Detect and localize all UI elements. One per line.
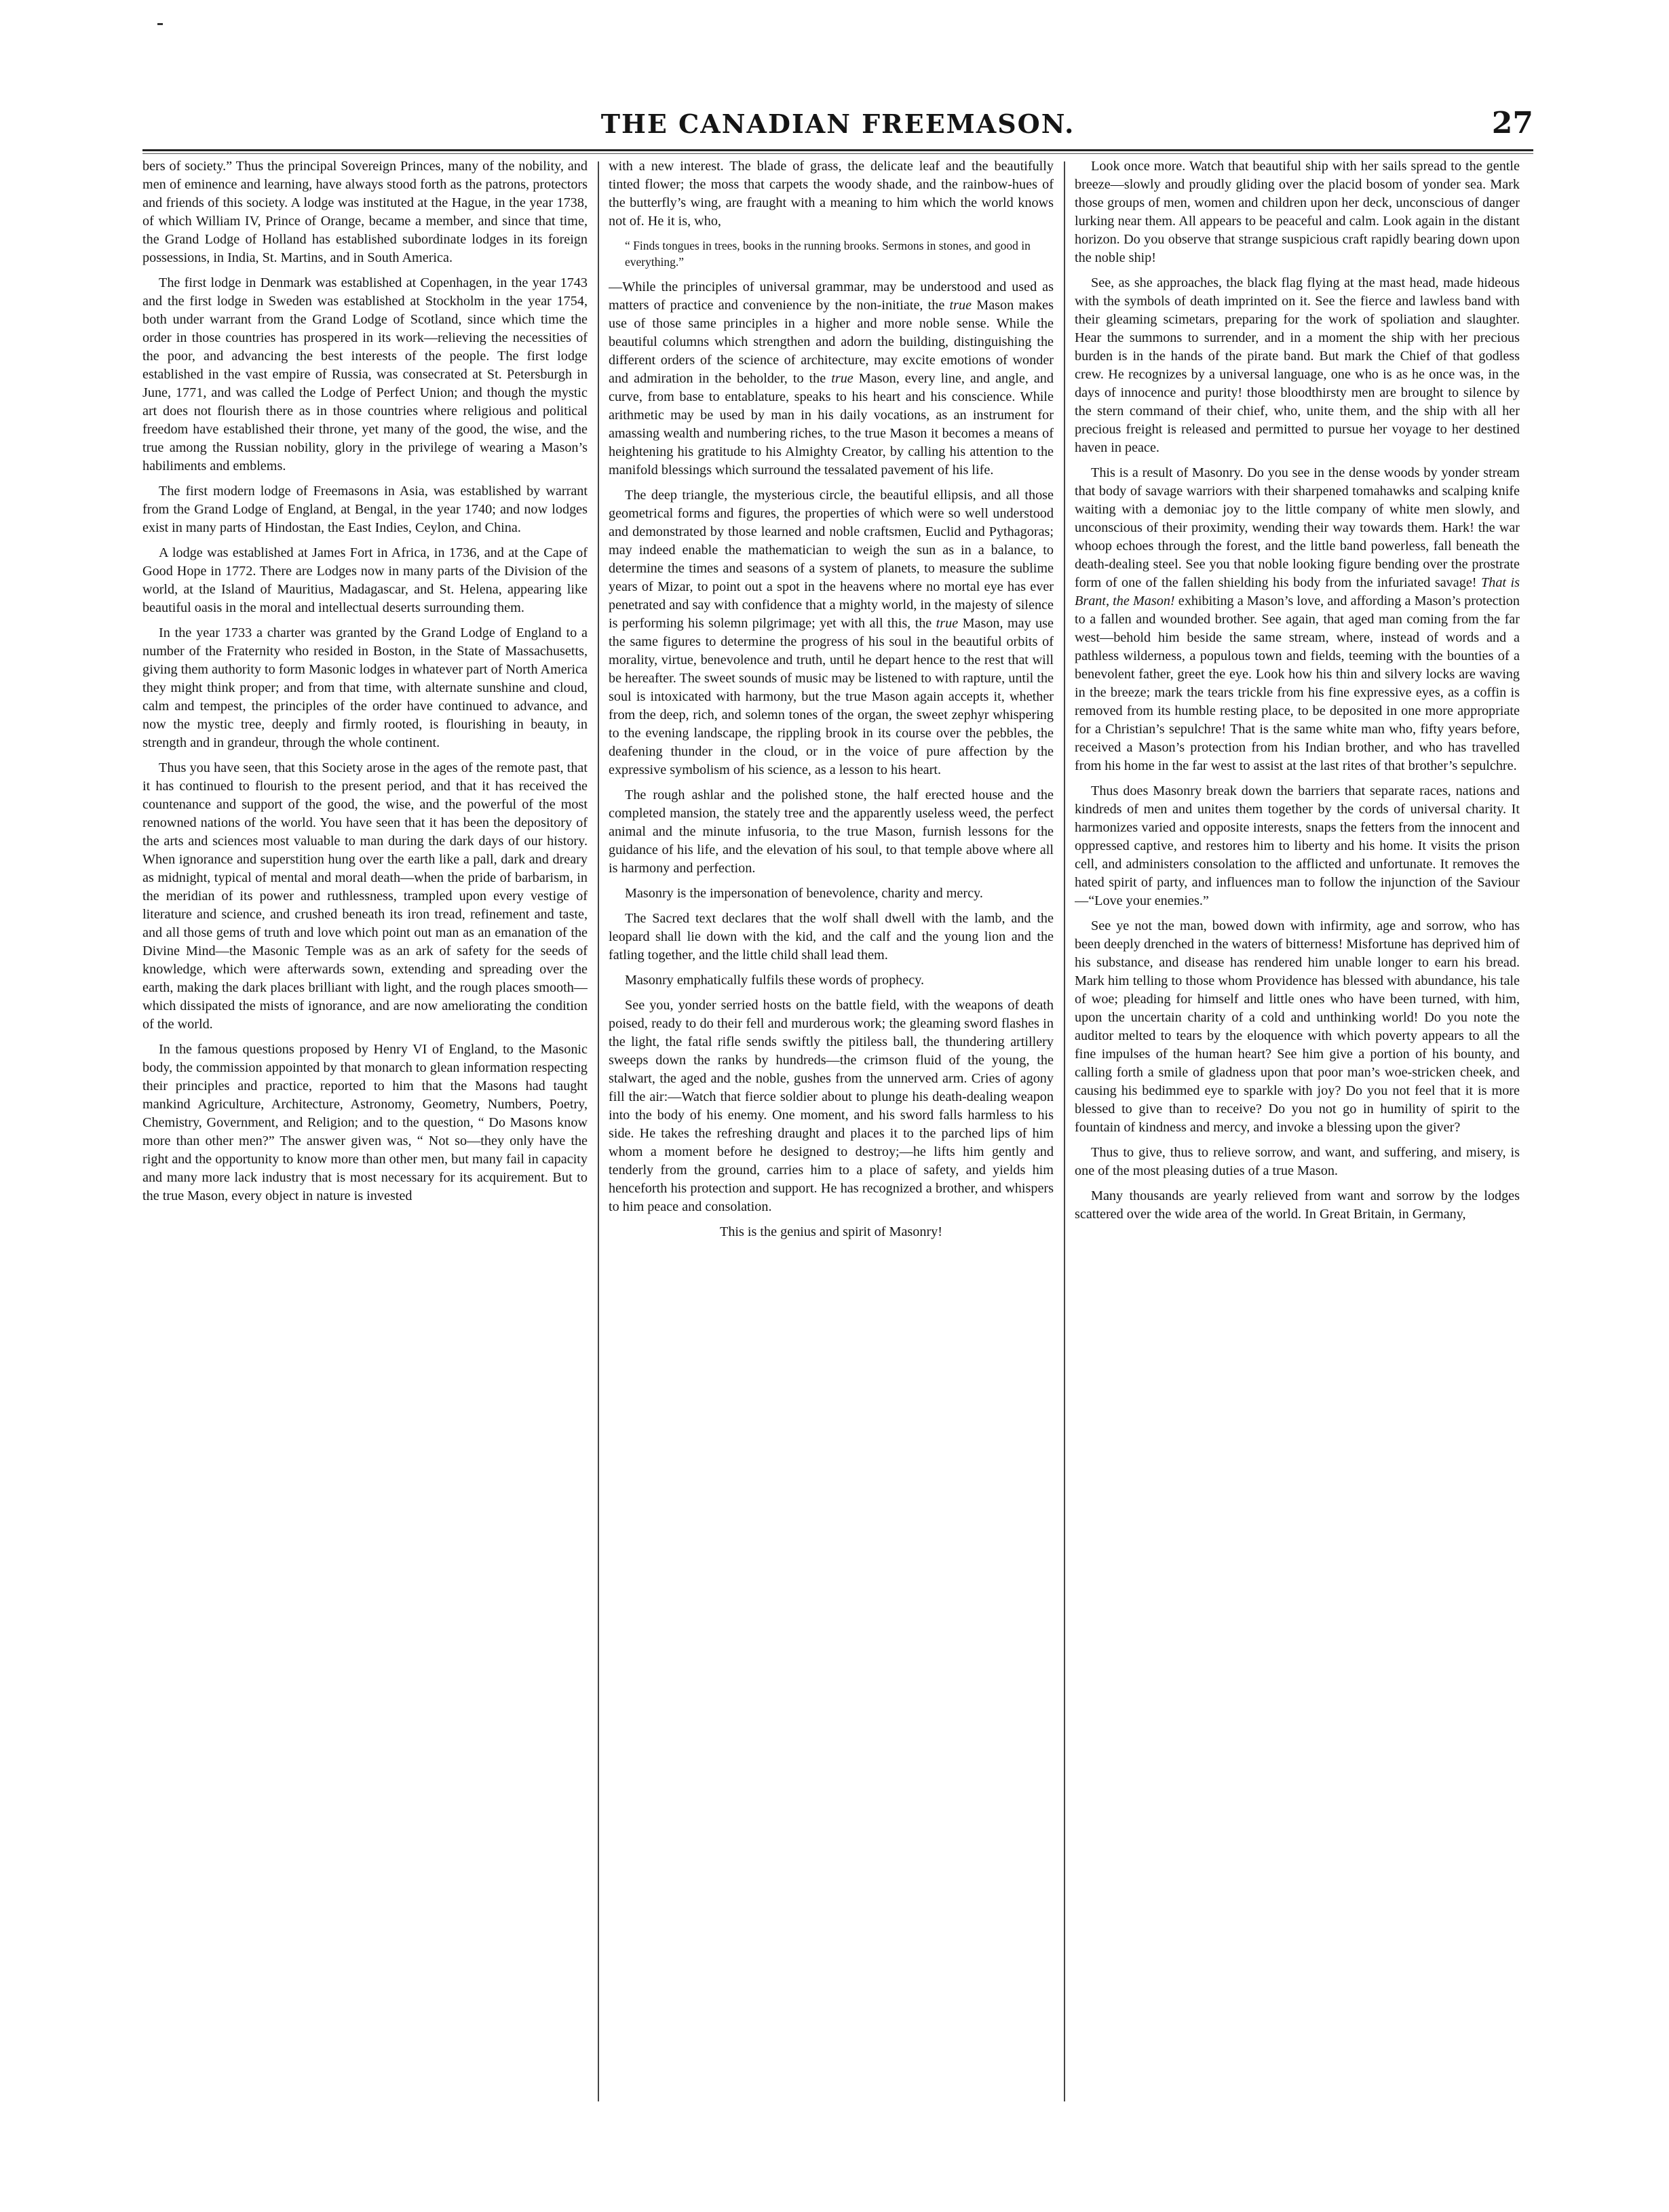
header-rule	[142, 149, 1533, 151]
paragraph: Thus you have seen, that this Society arose in the ages of the remote past, that it has continued to flourish to the present period, and that it has received the countenance and support of the good, the wise, and the powerful of the most renowned nations of the world. You have seen that it has been the depository of the arts and sciences most valuable to man during the dark days of our history. When ignorance and superstition hung over the earth like a pall, dark and dreary as midnight, typical of mental and moral death—when the pride of barbarism, in the meridian of its power and ruthlessness, trampled upon every vestige of literature and science, and crushed beneath its iron tread, refinement and taste, and all those gems of truth and love which point out man as an emanation of the Divine Mind—the Masonic Temple was as an ark of safety for the seeds of knowledge, which were afterwards sown, extending and spreading over the earth, making the dark places brilliant with light, and the rough places smooth—which dissipated the mists of ignorance, and are now ameliorating the condition of the world.	[142, 760, 588, 1032]
paragraph: A lodge was established at James Fort in Africa, in 1736, and at the Cape of Good Hope in 1772. There are Lodges now in many parts of the Division of the world, at the Island of Mauritius, Madagascar, and St. Helena, appearing like beautiful oasis in the moral and intellectual deserts surrounding them.	[142, 545, 588, 615]
column-divider	[1064, 161, 1065, 2101]
paragraph: In the year 1733 a charter was granted by the Grand Lodge of England to a number of the Fraternity who resided in Boston, in the State of Massachusetts, giving them authority to form Masonic lodges in whatever part of North America they might think proper; and from that time, with alternate sunshine and cloud, calm and tempest, the principles of the order have continued to advance, and now the mystic tree, deeply and firmly rooted, is flourishing in beauty, in strength and in grandeur, through the whole continent.	[142, 625, 588, 750]
paragraph: Masonry emphatically fulfils these words of prophecy.	[625, 973, 925, 988]
column-1	[142, 157, 588, 2111]
text-columns	[142, 157, 1533, 2111]
paragraph: See, as she approaches, the black flag flying at the mast head, made hideous with the symbols of death imprinted on it. See the fierce and lawless band with their gleaming scimetars, preparing for the work of spoliation and slaughter. Hear the summons to surrender, and in a moment the ship with her precious burden is in the hands of the pirate band. But mark the Chief of that godless crew. He recognizes by a universal language, one who is as he once was, in the days of innocence and purity! those bloodthirsty men are brought to silence by the stern command of their chief, who, unite them, and the ship with all her precious freight is released and permitted to pursue her voyage to her destined haven in peace.	[1075, 275, 1520, 455]
corner-mark	[157, 23, 163, 25]
text-run: The deep triangle, the mysterious circle, the beautiful ellipsis, and all those geometrical forms and figures, the properties of which were so well understood and demonstrated by those learned and noble craftsmen, Euclid and Pythagoras; may indeed enable the mathematician to weigh the sun as in a balance, to determine the times and seasons of a system of planets, to measure the sublime years of Mizar, to point out a spot in the heavens where no mortal eye has ever penetrated and say with confidence that a mighty world, in the majesty of silence is performing his solemn pilgrimage; yet with all this, the	[609, 488, 1054, 631]
emphasis: true	[936, 616, 959, 631]
text-run: Mason makes use of those same principles in a higher and more noble sense. While the beautiful columns which strengthen and adorn the building, distinguishing the different orders of the science of architecture, may excite emotions of wonder and admiration in the beholder, to the	[609, 298, 1054, 386]
paragraph: Many thousands are yearly relieved from want and sorrow by the lodges scattered over the wide area of the world. In Great Britain, in Germany,	[1075, 1188, 1520, 1222]
paragraph: The first modern lodge of Freemasons in Asia, was established by warrant from the Grand Lodge of England, at Bengal, in the year 1740; and now lodges exist in many parts of Hindostan, the East Indies, Ceylon, and China.	[142, 484, 588, 535]
paragraph: Thus to give, thus to relieve sorrow, and want, and suffering, and misery, is one of the most pleasing duties of a true Mason.	[1075, 1145, 1520, 1178]
paragraph: The Sacred text declares that the wolf shall dwell with the lamb, and the leopard shall lie down with the kid, and the calf and the young lion and the fatling together, and the little child shall lead them.	[609, 911, 1054, 963]
text-run: This is a result of Masonry. Do you see in the dense woods by yonder stream that body of savage warriors with their sharpened tomahawks and scalping knife waiting with a demoniac joy to the little company of white men slowly, and unconscious of their proximity, wending their way towards them. Hark! the war whoop echoes through the forest, and the little band powerless, fall beneath the death-dealing steel. See you that noble looking figure bending over the prostrate form of one of the fallen shielding his body from the infuriated savage!	[1075, 465, 1520, 590]
text-run: exhibiting a Mason’s love, and affording a Mason’s protection to a fallen and wounded brother. See again, that aged man coming from the far west—behold him beside the same stream, where, instead of words and a pathless wilderness, a populous town and fields, teeming with the bounties of a benevolent father, greet the eye. Look how his thin and silvery locks are waving in the breeze; mark the tears trickle from his fine expressive eyes, as a coffin is removed from its humble resting place, to be deposited in one more appropriate for a Christian’s sepulchre! That is the same white man who, fifty years before, received a Mason’s protection from his Indian brother, and who has travelled from his home in the far west to assist at the last rites of that brother’s sepulchre.	[1075, 594, 1520, 773]
emphasis: true	[831, 371, 853, 386]
paragraph: bers of society.” Thus the principal Sovereign Princes, many of the nobility, and men of eminence and learning, have always stood forth as the patrons, protectors and friends of this society. A lodge was instituted at the Hague, in the year 1738, of which William IV, Prince of Orange, became a member, and since that time, the Grand Lodge of Holland has established subordinate lodges in its foreign possessions, in India, St. Martins, and in South America.	[142, 159, 588, 265]
quotation: “ Finds tongues in trees, books in the running brooks. Sermons in stones, and good in everything.”	[625, 239, 1031, 269]
paragraph: The rough ashlar and the polished stone, the half erected house and the completed mansion, the stately tree and the apparently useless weed, the perfect animal and the minute infusoria, to the true Mason, furnish lessons for the guidance of his life, and the elevation of his soul, to that temple above where all is harmony and perfection.	[609, 788, 1054, 876]
emphasis: true	[949, 298, 972, 313]
page-title: THE CANADIAN FREEMASON.	[600, 109, 1075, 139]
paragraph: Thus does Masonry break down the barriers that separate races, nations and kindreds of men and unites them together by the cords of universal charity. It harmonizes varied and opposite interests, snaps the fetters from the innocent and oppressed captive, and restores him to liberty and his home. It visits the prison cell, and administers consolation to the afflicted and unfortunate. It removes the hated spirit of party, and influences man to follow the injunction of the Saviour—“Love your enemies.”	[1075, 783, 1520, 908]
text-run: Mason, every line, and angle, and curve, from base to entablature, speaks to his heart and his conscience. While arithmetic may be used by man in his daily vocations, as an instrument for amassing wealth and numbering riches, to the true Mason it becomes a means of heightening his gratitude to his Almighty Creator, by calling his attention to the manifold blessings which surround the tessalated pavement of his life.	[609, 371, 1054, 478]
text-run: Mason, may use the same figures to determine the progress of his soul in the beautiful orbits of morality, virtue, benevolence and truth, until he depart hence to the rest that will be hereafter. The sweet sounds of music may be listened to with rapture, until the soul is intoxicated with harmony, but the true Mason again accepts it, whether from the deep, rich, and solemn tones of the organ, the sweet zephyr whispering to the evening landscape, the rippling brook in its course over the pebbles, the deafening thunder in the cloud, or in the voice of pure affection by the expressive symbolism of his science, as a lesson to his heart.	[609, 616, 1054, 777]
paragraph: Look once more. Watch that beautiful ship with her sails spread to the gentle breeze—slowly and proudly gliding over the placid bosom of yonder sea. Mark those groups of men, women and children upon her deck, unconscious of danger lurking near them. All appears to be peaceful and calm. Look again in the distant horizon. Do you observe that strange suspicious craft rapidly bearing down upon the noble ship!	[1075, 159, 1520, 265]
text-run: —While the principles of universal grammar, may be understood and used as matters of practice and convenience by the non-initiate, the	[609, 279, 1054, 313]
paragraph: The first lodge in Denmark was established at Copenhagen, in the year 1743 and the first lodge in Sweden was established at Stockholm in the year 1754, both under warrant from the Grand Lodge of Scotland, since which time the order in those countries has prospered in its work—relieving the necessities of the poor, and advancing the best interests of the people. The first lodge established in the vast empire of Russia, was consecrated at St. Petersburgh in June, 1771, and was called the Lodge of Perfect Union; and though the mystic art does not flourish there as in those countries where religious and political freedom have established their throne, yet many of the good, the wise, and the true among the Russian nobility, glory in the privilege of wearing a Mason’s habiliments and emblems.	[142, 275, 588, 473]
paragraph: with a new interest. The blade of grass, the delicate leaf and the beautifully tinted flower; the moss that carpets the woody shade, and the rainbow-hues of the butterfly’s wing, are fraught with a meaning to him which the world knows not of. He it is, who,	[609, 159, 1054, 229]
paragraph: Masonry is the impersonation of benevolence, charity and mercy.	[625, 886, 983, 901]
page-number: 27	[1491, 106, 1533, 140]
paragraph	[1075, 464, 1520, 775]
column-divider	[598, 161, 599, 2101]
paragraph: This is the genius and spirit of Masonry!	[719, 1224, 942, 1239]
emphasis: That is Brant, the Mason!	[1075, 575, 1520, 608]
paragraph: In the famous questions proposed by Henry VI of England, to the Masonic body, the commission appointed by that monarch to glean information respecting their principles and practice, reported to him that the Masons had taught mankind Agriculture, Architecture, Astronomy, Geometry, Numbers, Poetry, Chemistry, Government, and Religion; and to the question, “ Do Masons know more than other men?” The answer given was, “ Not so—they only have the right and the opportunity to know more than other men, but many fail in capacity and many more lack industry that is most necessary for its acquirement. But to the true Mason, every object in nature is invested	[142, 1042, 588, 1203]
paragraph	[609, 278, 1054, 480]
header-rule-thin	[142, 153, 1533, 154]
paragraph: See you, yonder serried hosts on the battle field, with the weapons of death poised, ready to do their fell and murderous work; the gleaming sword flashes in the light, the fatal rifle sends swiftly the pitiless ball, the thundering artillery sweeps down the ranks by hundreds—the crimson fluid of the young, the stalwart, the aged and the noble, gushes from the unnerved arm. Cries of agony fill the air:—Watch that fierce soldier about to plunge his death-dealing weapon into the body of his enemy. One moment, and his sword falls harmless to his side. He takes the refreshing draught and places it to the parched lips of him whom a moment before he designed to destroy;—he lifts him gently and tenderly from the ground, carries him to a place of safety, and yields him henceforth his protection and support. He has recognized a brother, and whispers to him peace and consolation.	[609, 998, 1054, 1214]
column-3	[1075, 157, 1520, 2111]
paragraph: See ye not the man, bowed down with infirmity, age and sorrow, who has been deeply drenched in the waters of bitterness! Misfortune has deprived him of his substance, and disease has rendered him unable longer to earn his bread. Mark him telling to those whom Providence has blessed with abundance, his tale of woe; pleading for himself and little ones who have been turned, with him, upon the uncertain charity of a cold and unthinking world! Do you note the auditor melted to tears by the eloquence with which poverty appears to all the fine impulses of the human heart? See him give a portion of his bounty, and calling forth a smile of gladness upon that poor man’s woe-stricken cheek, and causing his bedimmed eye to sparkle with joy? Do you not feel that it is more blessed to give than to receive? Do you not go in humility of spirit to the fountain of kindness and mercy, and invoke a blessing upon the giver?	[1075, 918, 1520, 1135]
paragraph	[609, 486, 1054, 779]
page-header	[142, 102, 1533, 156]
column-2	[609, 157, 1054, 2111]
